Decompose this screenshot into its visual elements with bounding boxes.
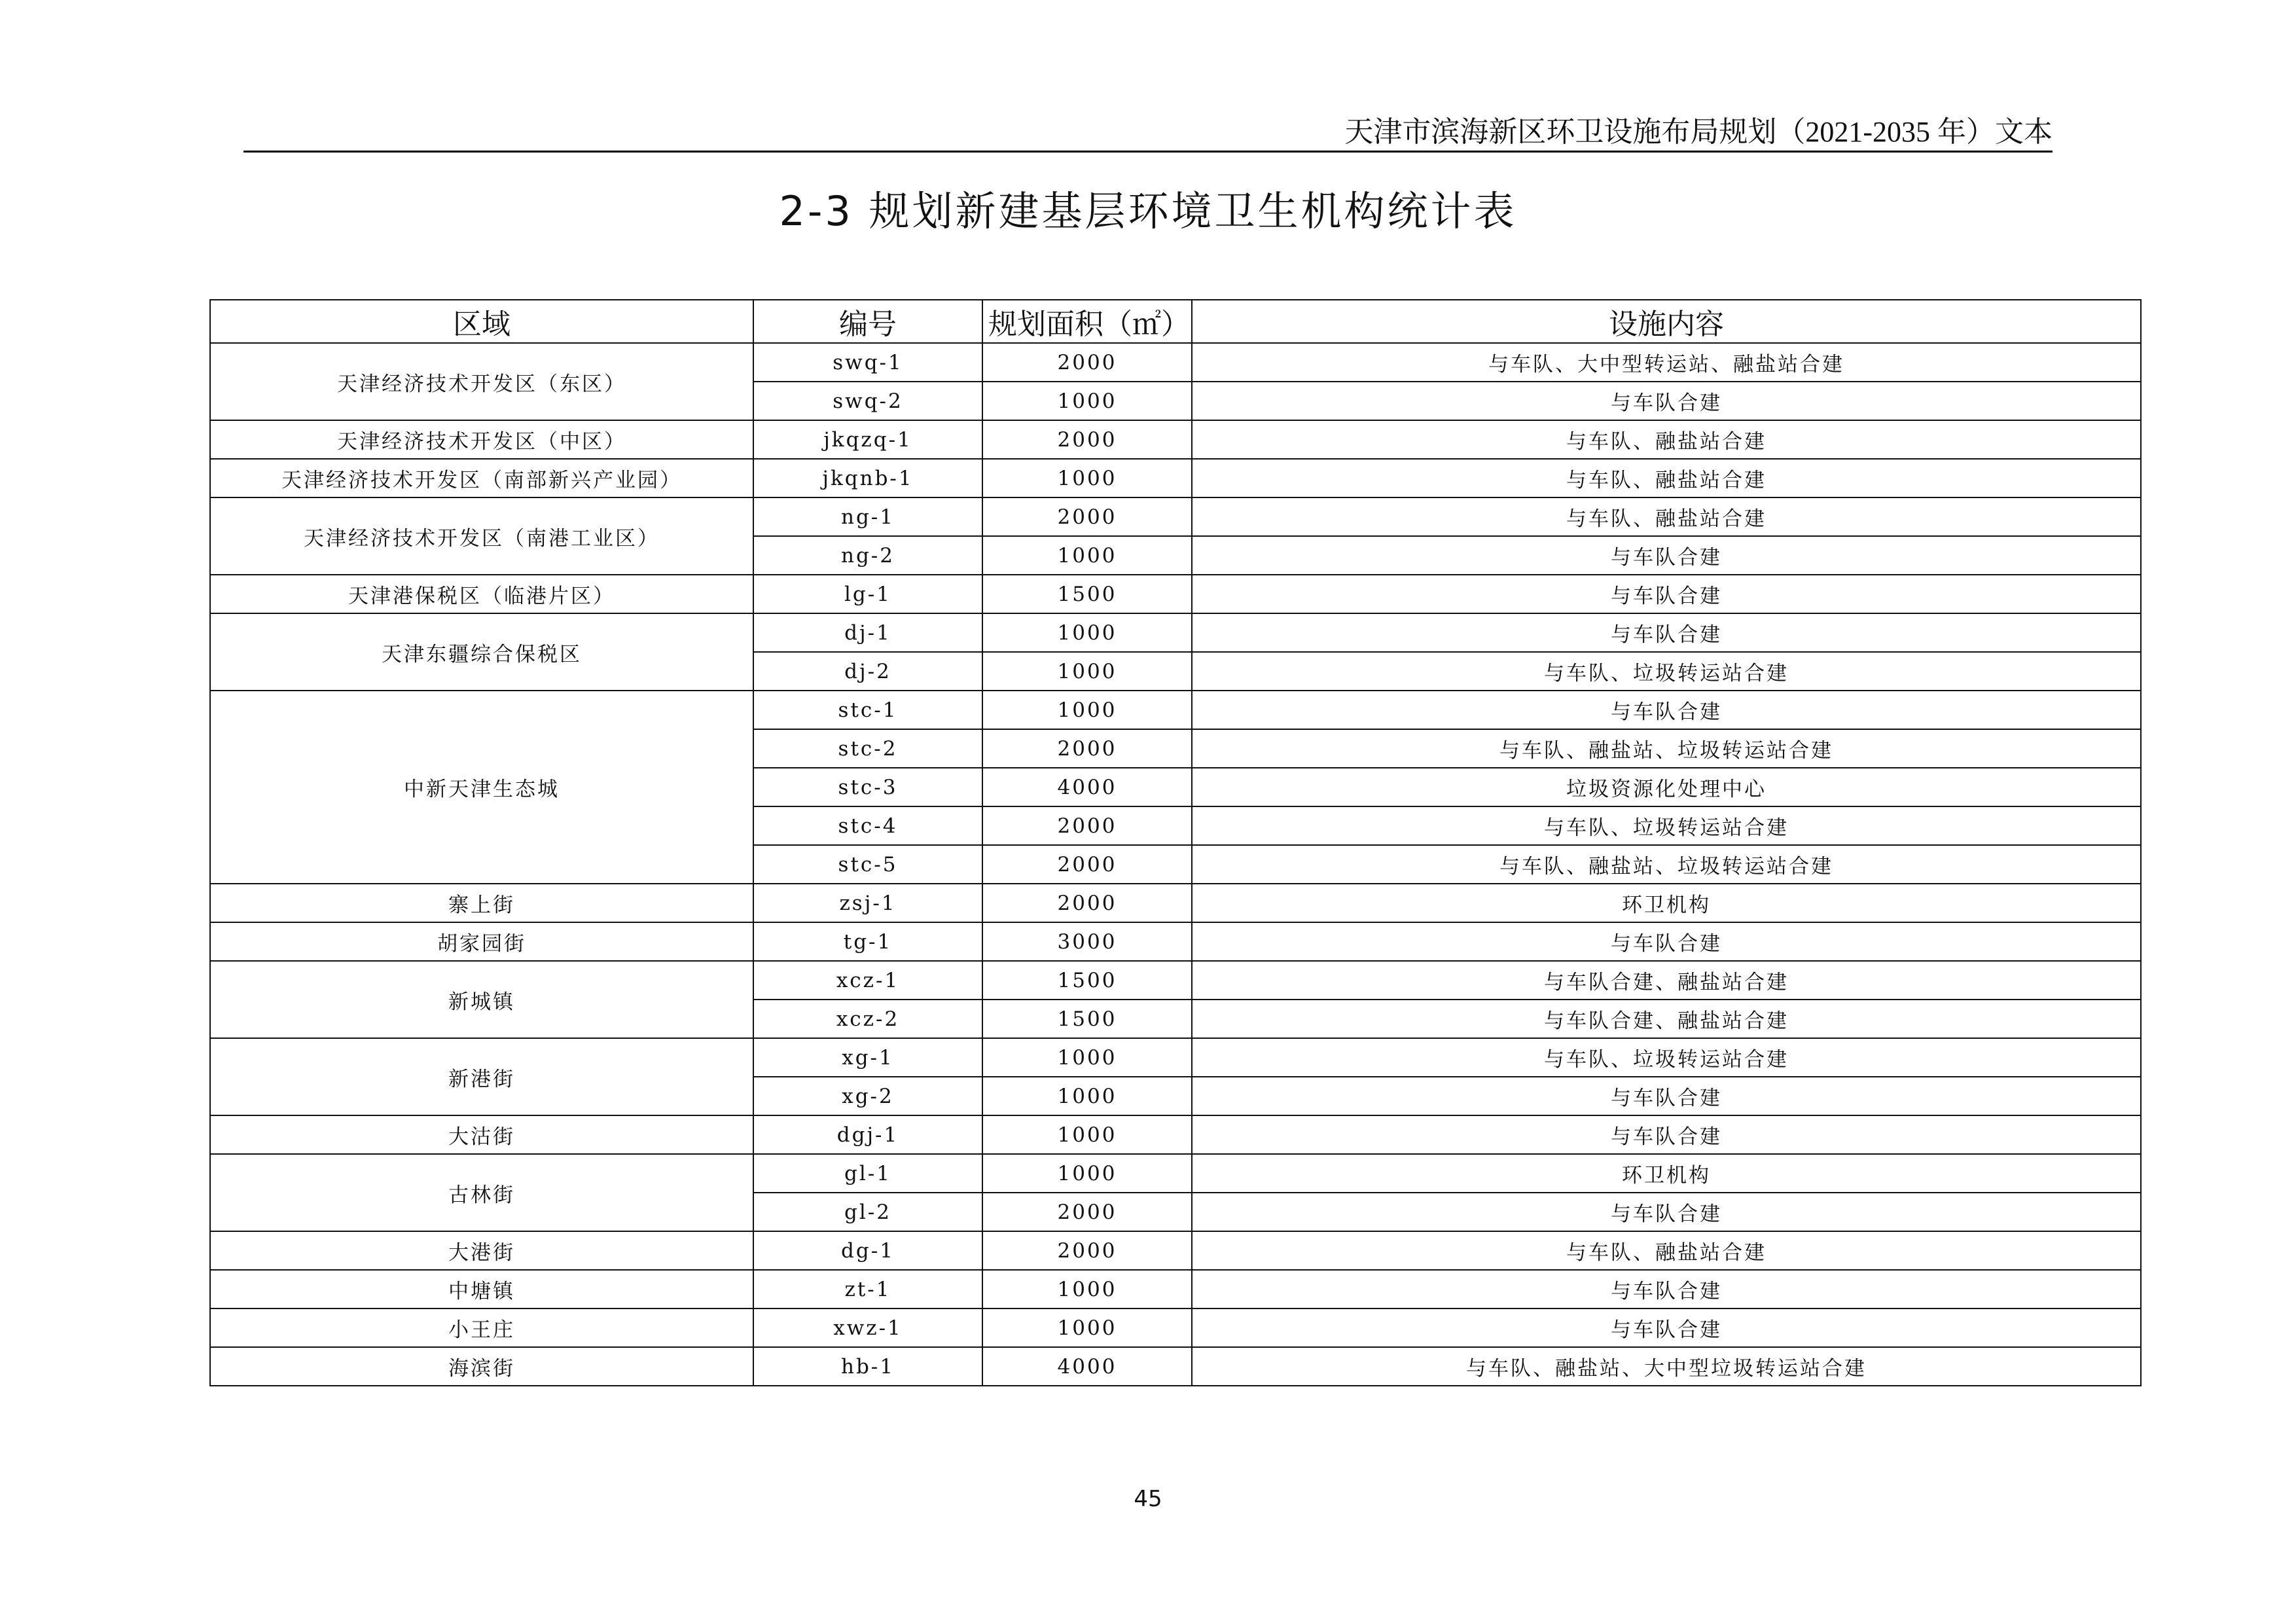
table-row <box>210 343 2141 382</box>
cell-size: 1000 <box>982 1154 1192 1193</box>
table-row <box>210 497 2141 536</box>
cell-area: 胡家园街 <box>210 922 753 961</box>
cell-size: 4000 <box>982 768 1192 806</box>
cell-area: 天津经济技术开发区（南港工业区） <box>210 497 753 575</box>
cell-size: 1000 <box>982 536 1192 575</box>
cell-size: 2000 <box>982 845 1192 884</box>
table-title: 2-3 规划新建基层环境卫生机构统计表 <box>779 187 1517 235</box>
cell-code: stc-5 <box>753 845 982 884</box>
cell-description: 与车队、融盐站、垃圾转运站合建 <box>1192 845 2141 884</box>
cell-area: 天津经济技术开发区（南部新兴产业园） <box>210 459 753 497</box>
cell-description: 与车队、融盐站合建 <box>1192 1231 2141 1270</box>
cell-size: 1000 <box>982 613 1192 652</box>
cell-description: 与车队合建 <box>1192 536 2141 575</box>
cell-area: 天津经济技术开发区（东区） <box>210 343 753 420</box>
cell-code: tg-1 <box>753 922 982 961</box>
cell-size: 2000 <box>982 420 1192 459</box>
header-divider <box>243 151 2053 153</box>
cell-code: stc-4 <box>753 806 982 845</box>
cell-description: 与车队合建 <box>1192 1115 2141 1154</box>
cell-size: 1000 <box>982 382 1192 420</box>
cell-code: gl-1 <box>753 1154 982 1193</box>
cell-description: 与车队合建 <box>1192 1270 2141 1308</box>
document-header-title: 天津市滨海新区环卫设施布局规划（2021-2035 年）文本 <box>1344 116 2053 148</box>
cell-area: 小王庄 <box>210 1308 753 1347</box>
cell-description: 垃圾资源化处理中心 <box>1192 768 2141 806</box>
cell-code: dj-2 <box>753 652 982 691</box>
cell-code: ng-2 <box>753 536 982 575</box>
table-row <box>210 691 2141 729</box>
cell-area: 古林街 <box>210 1154 753 1231</box>
cell-description: 与车队、融盐站、大中型垃圾转运站合建 <box>1192 1347 2141 1386</box>
column-header-code: 编号 <box>753 300 982 343</box>
cell-size: 2000 <box>982 806 1192 845</box>
cell-size: 1000 <box>982 652 1192 691</box>
cell-code: jkqzq-1 <box>753 420 982 459</box>
cell-size: 1000 <box>982 1038 1192 1077</box>
cell-code: zt-1 <box>753 1270 982 1308</box>
cell-code: jkqnb-1 <box>753 459 982 497</box>
cell-code: dj-1 <box>753 613 982 652</box>
cell-area: 新港街 <box>210 1038 753 1115</box>
table-row <box>210 459 2141 497</box>
cell-size: 2000 <box>982 343 1192 382</box>
cell-code: xcz-2 <box>753 1000 982 1038</box>
cell-size: 1000 <box>982 1270 1192 1308</box>
cell-size: 1500 <box>982 961 1192 1000</box>
table-row <box>210 1270 2141 1308</box>
cell-code: stc-1 <box>753 691 982 729</box>
cell-code: lg-1 <box>753 575 982 613</box>
cell-description: 环卫机构 <box>1192 1154 2141 1193</box>
cell-code: stc-3 <box>753 768 982 806</box>
cell-description: 与车队、融盐站合建 <box>1192 420 2141 459</box>
cell-description: 与车队、垃圾转运站合建 <box>1192 652 2141 691</box>
cell-size: 1000 <box>982 459 1192 497</box>
table-row <box>210 613 2141 652</box>
cell-description: 与车队、垃圾转运站合建 <box>1192 1038 2141 1077</box>
cell-size: 1000 <box>982 1115 1192 1154</box>
column-header-area: 区域 <box>210 300 753 343</box>
facility-statistics-table <box>209 299 2142 1386</box>
table-row <box>210 1347 2141 1386</box>
cell-area: 大沽街 <box>210 1115 753 1154</box>
column-header-size: 规划面积（㎡） <box>982 300 1192 343</box>
cell-area: 寨上街 <box>210 884 753 922</box>
cell-code: xg-1 <box>753 1038 982 1077</box>
table-row <box>210 961 2141 1000</box>
table-header-row <box>210 300 2141 343</box>
cell-area: 海滨街 <box>210 1347 753 1386</box>
cell-size: 1500 <box>982 1000 1192 1038</box>
table-row <box>210 1231 2141 1270</box>
table-row <box>210 1308 2141 1347</box>
cell-area: 中新天津生态城 <box>210 691 753 884</box>
table-row <box>210 1154 2141 1193</box>
table-row <box>210 1038 2141 1077</box>
cell-size: 4000 <box>982 1347 1192 1386</box>
cell-code: dgj-1 <box>753 1115 982 1154</box>
page-number: 45 <box>1134 1486 1162 1512</box>
cell-size: 2000 <box>982 884 1192 922</box>
cell-area: 天津经济技术开发区（中区） <box>210 420 753 459</box>
cell-description: 与车队合建 <box>1192 1308 2141 1347</box>
table-row <box>210 575 2141 613</box>
cell-area: 新城镇 <box>210 961 753 1038</box>
cell-size: 2000 <box>982 1231 1192 1270</box>
cell-code: xg-2 <box>753 1077 982 1115</box>
cell-code: stc-2 <box>753 729 982 768</box>
cell-description: 与车队合建 <box>1192 922 2141 961</box>
cell-code: hb-1 <box>753 1347 982 1386</box>
cell-description: 与车队、垃圾转运站合建 <box>1192 806 2141 845</box>
cell-size: 1000 <box>982 1308 1192 1347</box>
cell-description: 与车队、融盐站合建 <box>1192 459 2141 497</box>
cell-code: xwz-1 <box>753 1308 982 1347</box>
table-row <box>210 884 2141 922</box>
cell-area: 中塘镇 <box>210 1270 753 1308</box>
cell-description: 与车队合建 <box>1192 691 2141 729</box>
cell-code: gl-2 <box>753 1193 982 1231</box>
cell-description: 与车队合建 <box>1192 1193 2141 1231</box>
cell-description: 与车队合建 <box>1192 575 2141 613</box>
cell-size: 1000 <box>982 691 1192 729</box>
cell-size: 2000 <box>982 729 1192 768</box>
cell-description: 与车队合建 <box>1192 1077 2141 1115</box>
cell-description: 与车队、大中型转运站、融盐站合建 <box>1192 343 2141 382</box>
cell-code: ng-1 <box>753 497 982 536</box>
cell-size: 2000 <box>982 497 1192 536</box>
cell-description: 环卫机构 <box>1192 884 2141 922</box>
cell-code: xcz-1 <box>753 961 982 1000</box>
cell-description: 与车队合建 <box>1192 613 2141 652</box>
cell-code: zsj-1 <box>753 884 982 922</box>
cell-area: 大港街 <box>210 1231 753 1270</box>
cell-code: swq-2 <box>753 382 982 420</box>
table-row <box>210 420 2141 459</box>
cell-description: 与车队合建、融盐站合建 <box>1192 1000 2141 1038</box>
cell-description: 与车队合建、融盐站合建 <box>1192 961 2141 1000</box>
cell-size: 1500 <box>982 575 1192 613</box>
table-row <box>210 922 2141 961</box>
cell-size: 3000 <box>982 922 1192 961</box>
cell-code: swq-1 <box>753 343 982 382</box>
cell-description: 与车队、融盐站合建 <box>1192 497 2141 536</box>
column-header-description: 设施内容 <box>1192 300 2141 343</box>
cell-size: 1000 <box>982 1077 1192 1115</box>
cell-size: 2000 <box>982 1193 1192 1231</box>
cell-area: 天津港保税区（临港片区） <box>210 575 753 613</box>
table-body <box>210 343 2141 1386</box>
cell-area: 天津东疆综合保税区 <box>210 613 753 691</box>
table-row <box>210 1115 2141 1154</box>
cell-description: 与车队、融盐站、垃圾转运站合建 <box>1192 729 2141 768</box>
cell-code: dg-1 <box>753 1231 982 1270</box>
cell-description: 与车队合建 <box>1192 382 2141 420</box>
